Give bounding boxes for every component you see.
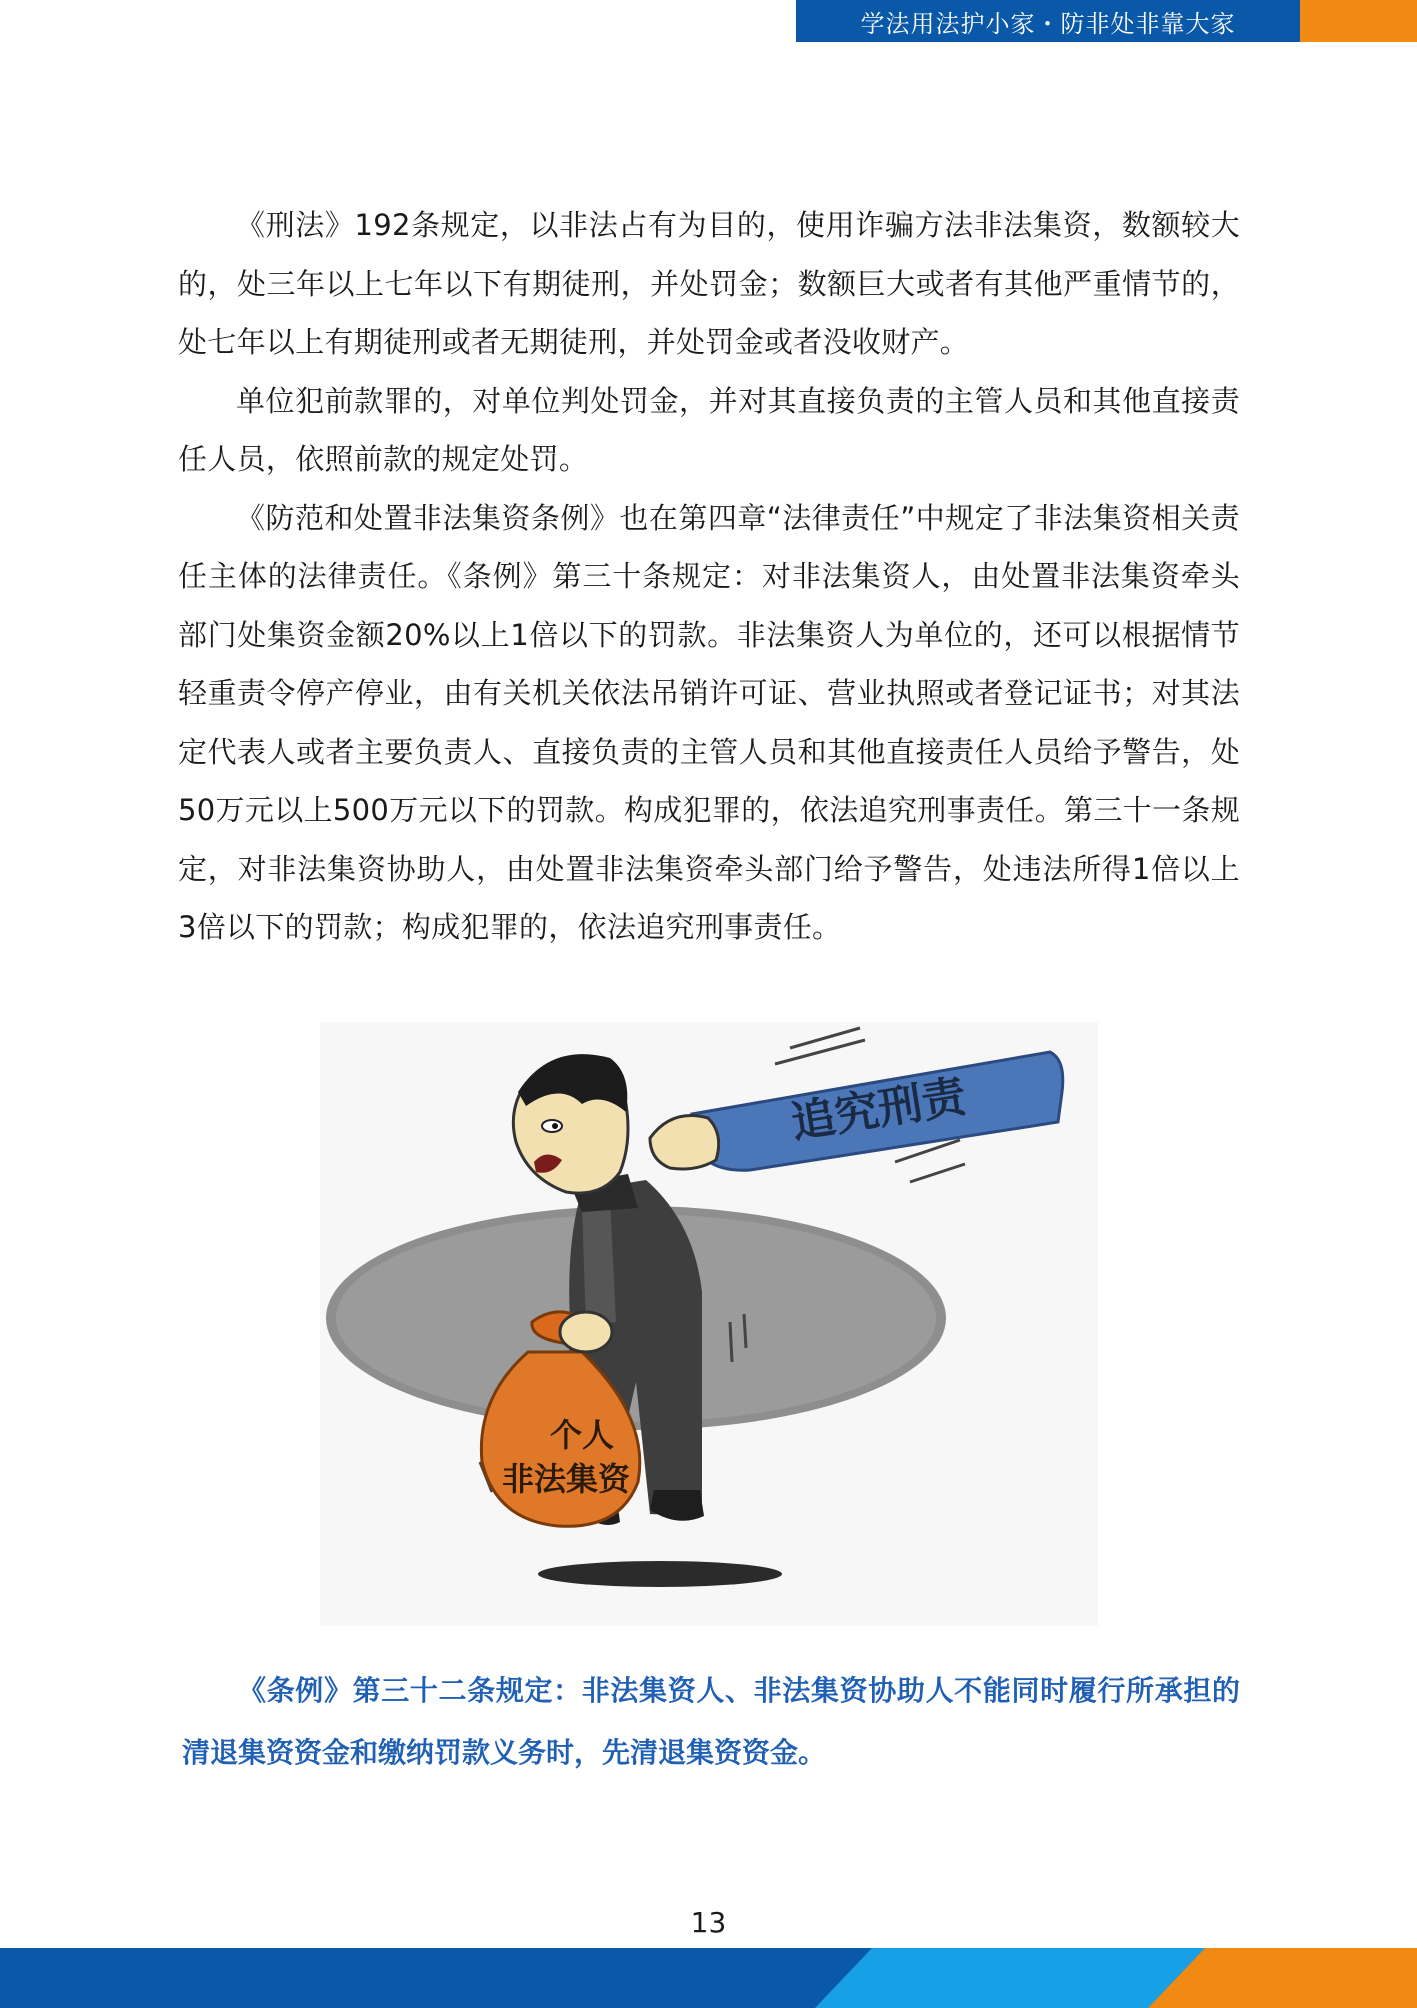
paragraph-regulation: 《防范和处置非法集资条例》也在第四章“法律责任”中规定了非法集资相关责任主体的法律责任。《条例》第三十条规定：对非法集资人，由处置非法集资牵头部门处集资金额20%以上1倍以下的罚款。非法集资人为单位的，还可以根据情节轻重责令停产停业，由有关机关依法吊销许可证、营业执照或者登记证书；对其法定代表人或者主要负责人、直接负责的主管人员和其他直接责任人员给予警告，处50万元以上500万元以下的罚款。构成犯罪的，依法追究刑事责任。第三十一条规定，对非法集资协助人，由处置非法集资牵头部门给予警告，处违法所得1倍以上3倍以下的罚款；构成犯罪的，依法追究刑事责任。 xyxy=(178,500,1240,944)
header-accent-bar xyxy=(1300,0,1417,42)
grabbing-hand xyxy=(650,1116,719,1170)
figure-arm xyxy=(582,1198,616,1326)
paragraph-unit-crime: 单位犯前款罪的，对单位判处罚金，并对其直接负责的主管人员和其他直接责任人员，依照前款的规定处罚。 xyxy=(178,383,1240,476)
cartoon-illustration xyxy=(320,1022,1098,1626)
footer-light-blue xyxy=(815,1948,1205,2008)
header-band xyxy=(796,0,1300,42)
cartoon-svg xyxy=(320,1022,1098,1626)
figure-pupil xyxy=(552,1123,558,1129)
sleeve-label: 追究刑责 xyxy=(787,1070,970,1149)
ground-shadow xyxy=(538,1561,782,1587)
header-title: 学法用法护小家・防非处非靠大家 xyxy=(860,9,1236,38)
footer-band xyxy=(0,1948,1417,2008)
bag-label-line2: 非法集资 xyxy=(501,1460,631,1498)
highlight-paragraph: 《条例》第三十二条规定：非法集资人、非法集资协助人不能同时履行所承担的清退集资资金和缴纳罚款义务时，先清退集资资金。 xyxy=(182,1674,1240,1769)
bag-hand xyxy=(560,1312,612,1352)
paragraph-criminal-law: 《刑法》192条规定，以非法占有为目的，使用诈骗方法非法集资，数额较大的，处三年以上七年以下有期徒刑，并处罚金；数额巨大或者有其他严重情节的，处七年以上有期徒刑或者无期徒刑，并处罚金或者没收财产。 xyxy=(178,208,1240,359)
body-text xyxy=(178,196,1240,957)
bag-label-line1: 个人 xyxy=(549,1416,615,1454)
page-number: 13 xyxy=(690,1906,727,1939)
figure-foot-right xyxy=(650,1490,704,1521)
